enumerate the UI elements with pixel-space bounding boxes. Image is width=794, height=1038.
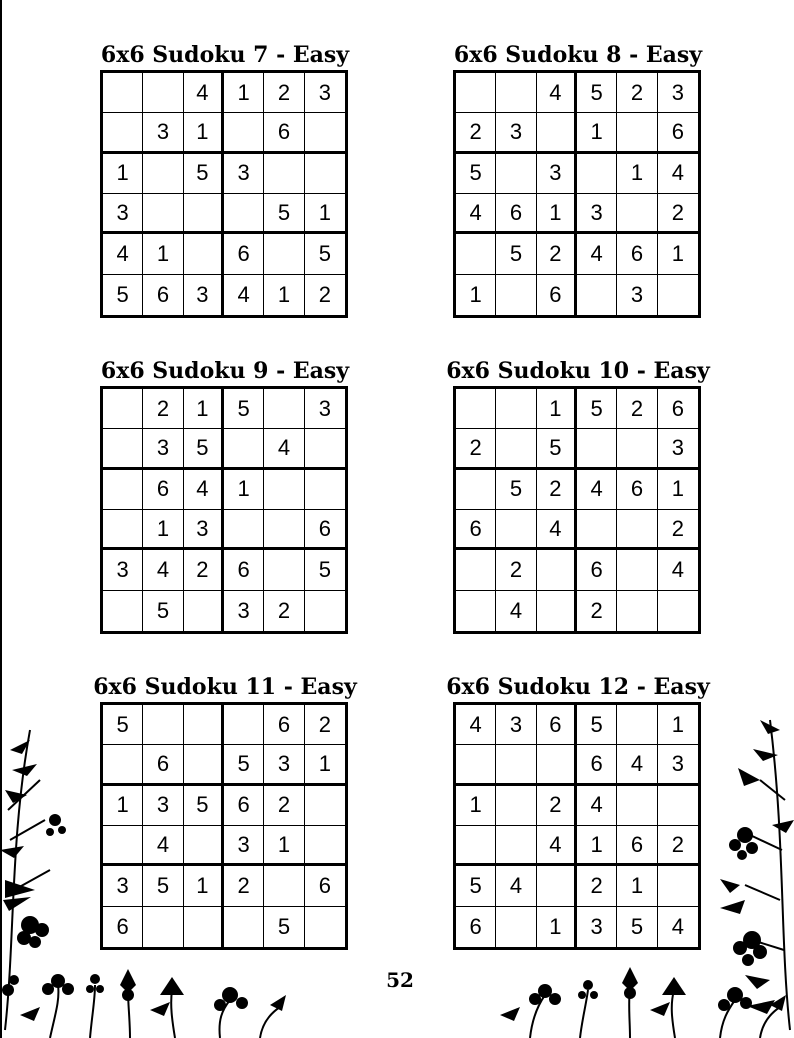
sudoku-cell bbox=[496, 389, 536, 429]
sudoku-cell: 1 bbox=[184, 866, 224, 906]
puzzle-title: 6x6 Sudoku 11 - Easy bbox=[93, 674, 357, 700]
sudoku-cell bbox=[143, 73, 183, 113]
sudoku-grid bbox=[100, 386, 348, 634]
sudoku-cell bbox=[537, 745, 577, 785]
sudoku-cell: 5 bbox=[103, 705, 143, 745]
sudoku-cell: 1 bbox=[617, 866, 657, 906]
sudoku-cell: 2 bbox=[143, 389, 183, 429]
sudoku-cell: 3 bbox=[184, 275, 224, 315]
puzzle-title: 6x6 Sudoku 8 - Easy bbox=[453, 42, 703, 68]
sudoku-cell: 1 bbox=[224, 470, 264, 510]
sudoku-cell: 1 bbox=[224, 73, 264, 113]
sudoku-cell: 3 bbox=[577, 194, 617, 234]
sudoku-cell bbox=[103, 745, 143, 785]
sudoku-cell bbox=[577, 510, 617, 550]
sudoku-cell bbox=[264, 389, 304, 429]
sudoku-cell: 5 bbox=[143, 591, 183, 631]
sudoku-cell: 1 bbox=[264, 826, 304, 866]
sudoku-cell bbox=[224, 907, 264, 947]
puzzle-title: 6x6 Sudoku 7 - Easy bbox=[100, 42, 350, 68]
sudoku-cell: 2 bbox=[184, 550, 224, 590]
sudoku-cell: 4 bbox=[537, 826, 577, 866]
sudoku-cell bbox=[184, 826, 224, 866]
sudoku-cell: 6 bbox=[264, 113, 304, 153]
sudoku-cell bbox=[224, 113, 264, 153]
sudoku-cell bbox=[184, 591, 224, 631]
sudoku-cell bbox=[184, 234, 224, 274]
sudoku-cell: 5 bbox=[264, 907, 304, 947]
sudoku-cell: 3 bbox=[658, 73, 698, 113]
sudoku-cell: 5 bbox=[184, 154, 224, 194]
sudoku-cell: 2 bbox=[658, 510, 698, 550]
sudoku-cell: 4 bbox=[143, 550, 183, 590]
sudoku-cell: 3 bbox=[496, 705, 536, 745]
sudoku-cell: 4 bbox=[264, 429, 304, 469]
sudoku-cell: 2 bbox=[264, 591, 304, 631]
sudoku-grid bbox=[453, 70, 701, 318]
sudoku-cell: 4 bbox=[658, 154, 698, 194]
sudoku-cell bbox=[617, 786, 657, 826]
sudoku-cell: 4 bbox=[537, 510, 577, 550]
sudoku-cell bbox=[184, 705, 224, 745]
sudoku-cell bbox=[496, 786, 536, 826]
sudoku-cell: 3 bbox=[305, 389, 345, 429]
sudoku-cell: 1 bbox=[658, 705, 698, 745]
sudoku-cell: 1 bbox=[617, 154, 657, 194]
sudoku-cell bbox=[305, 907, 345, 947]
sudoku-cell: 4 bbox=[184, 470, 224, 510]
sudoku-cell: 1 bbox=[184, 113, 224, 153]
sudoku-cell: 1 bbox=[537, 194, 577, 234]
sudoku-cell: 4 bbox=[496, 591, 536, 631]
sudoku-cell: 3 bbox=[143, 429, 183, 469]
sudoku-cell bbox=[143, 705, 183, 745]
sudoku-cell: 6 bbox=[103, 907, 143, 947]
sudoku-cell: 5 bbox=[224, 745, 264, 785]
sudoku-cell: 2 bbox=[658, 194, 698, 234]
sudoku-cell: 3 bbox=[143, 786, 183, 826]
sudoku-cell bbox=[658, 866, 698, 906]
sudoku-cell: 5 bbox=[577, 389, 617, 429]
sudoku-cell bbox=[496, 275, 536, 315]
sudoku-cell bbox=[537, 591, 577, 631]
sudoku-cell: 4 bbox=[184, 73, 224, 113]
sudoku-cell: 5 bbox=[264, 194, 304, 234]
sudoku-cell: 3 bbox=[224, 154, 264, 194]
sudoku-cell: 6 bbox=[617, 470, 657, 510]
sudoku-cell: 5 bbox=[577, 705, 617, 745]
sudoku-cell bbox=[305, 470, 345, 510]
sudoku-cell bbox=[456, 550, 496, 590]
sudoku-grid bbox=[100, 70, 348, 318]
sudoku-cell: 1 bbox=[658, 234, 698, 274]
sudoku-cell bbox=[496, 154, 536, 194]
page-number: 52 bbox=[386, 968, 414, 992]
sudoku-cell: 3 bbox=[496, 113, 536, 153]
sudoku-cell bbox=[577, 275, 617, 315]
sudoku-cell: 4 bbox=[456, 194, 496, 234]
sudoku-cell: 2 bbox=[318, 281, 331, 307]
sudoku-cell bbox=[496, 907, 536, 947]
sudoku-cell: 5 bbox=[103, 275, 143, 315]
sudoku-cell: 4 bbox=[224, 275, 264, 315]
sudoku-cell: 4 bbox=[658, 550, 698, 590]
sudoku-cell: 1 bbox=[537, 907, 577, 947]
sudoku-cell: 6 bbox=[456, 510, 496, 550]
sudoku-cell bbox=[537, 550, 577, 590]
sudoku-cell bbox=[305, 429, 345, 469]
sudoku-cell: 1 bbox=[577, 113, 617, 153]
sudoku-cell: 2 bbox=[658, 826, 698, 866]
sudoku-cell: 6 bbox=[537, 275, 577, 315]
sudoku-cell: 1 bbox=[305, 745, 345, 785]
sudoku-cell: 1 bbox=[658, 470, 698, 510]
sudoku-cell bbox=[456, 470, 496, 510]
sudoku-cell bbox=[143, 907, 183, 947]
sudoku-cell: 5 bbox=[577, 73, 617, 113]
sudoku-cell: 4 bbox=[103, 234, 143, 274]
sudoku-cell: 6 bbox=[224, 234, 264, 274]
sudoku-cell bbox=[537, 866, 577, 906]
sudoku-cell bbox=[264, 234, 304, 274]
sudoku-cell: 3 bbox=[103, 866, 143, 906]
sudoku-cell: 3 bbox=[658, 745, 698, 785]
sudoku-cell: 5 bbox=[184, 786, 224, 826]
sudoku-cell: 4 bbox=[143, 826, 183, 866]
sudoku-cell: 5 bbox=[305, 550, 345, 590]
sudoku-cell bbox=[456, 826, 496, 866]
sudoku-cell bbox=[456, 73, 496, 113]
sudoku-cell bbox=[305, 154, 345, 194]
puzzle-title: 6x6 Sudoku 9 - Easy bbox=[100, 358, 350, 384]
sudoku-cell: 2 bbox=[305, 705, 345, 745]
sudoku-cell: 1 bbox=[103, 154, 143, 194]
sudoku-cell bbox=[103, 113, 143, 153]
sudoku-cell: 5 bbox=[456, 154, 496, 194]
sudoku-cell: 2 bbox=[617, 73, 657, 113]
sudoku-cell: 1 bbox=[456, 275, 496, 315]
sudoku-cell bbox=[456, 745, 496, 785]
puzzle-title: 6x6 Sudoku 12 - Easy bbox=[446, 674, 710, 700]
sudoku-cell bbox=[264, 866, 304, 906]
sudoku-cell bbox=[264, 154, 304, 194]
sudoku-cell bbox=[103, 591, 143, 631]
sudoku-cell: 3 bbox=[184, 510, 224, 550]
sudoku-cell: 3 bbox=[224, 826, 264, 866]
sudoku-cell: 2 bbox=[577, 591, 617, 631]
sudoku-cell bbox=[305, 786, 345, 826]
sudoku-cell: 6 bbox=[577, 745, 617, 785]
sudoku-cell: 6 bbox=[577, 550, 617, 590]
sudoku-cell: 6 bbox=[617, 234, 657, 274]
sudoku-cell: 1 bbox=[456, 786, 496, 826]
sudoku-cell: 6 bbox=[496, 194, 536, 234]
sudoku-cell bbox=[103, 73, 143, 113]
sudoku-cell bbox=[103, 429, 143, 469]
sudoku-cell: 5 bbox=[496, 470, 536, 510]
sudoku-cell bbox=[617, 550, 657, 590]
sudoku-cell bbox=[264, 510, 304, 550]
sudoku-cell: 5 bbox=[456, 866, 496, 906]
sudoku-cell: 6 bbox=[224, 786, 264, 826]
sudoku-cell: 6 bbox=[658, 389, 698, 429]
sudoku-cell: 3 bbox=[658, 429, 698, 469]
sudoku-cell: 4 bbox=[577, 470, 617, 510]
sudoku-cell bbox=[143, 154, 183, 194]
sudoku-cell bbox=[264, 470, 304, 510]
sudoku-cell: 2 bbox=[456, 113, 496, 153]
sudoku-cell bbox=[456, 389, 496, 429]
sudoku-cell: 3 bbox=[577, 907, 617, 947]
sudoku-cell: 4 bbox=[496, 866, 536, 906]
sudoku-cell: 1 bbox=[305, 194, 345, 234]
sudoku-grid bbox=[453, 702, 701, 950]
sudoku-cell bbox=[305, 591, 345, 631]
sudoku-cell: 5 bbox=[143, 866, 183, 906]
sudoku-cell bbox=[496, 745, 536, 785]
sudoku-cell: 2 bbox=[577, 866, 617, 906]
sudoku-cell: 6 bbox=[658, 113, 698, 153]
sudoku-cell bbox=[617, 705, 657, 745]
sudoku-cell: 6 bbox=[264, 705, 304, 745]
sudoku-cell: 6 bbox=[456, 907, 496, 947]
sudoku-grid bbox=[100, 702, 348, 950]
sudoku-cell bbox=[224, 705, 264, 745]
sudoku-cell bbox=[143, 194, 183, 234]
sudoku-cell: 4 bbox=[456, 705, 496, 745]
sudoku-cell bbox=[305, 113, 345, 153]
sudoku-cell: 5 bbox=[617, 907, 657, 947]
sudoku-cell: 2 bbox=[537, 786, 577, 826]
floral-decoration-bottom-left bbox=[0, 965, 300, 1038]
sudoku-cell: 6 bbox=[305, 866, 345, 906]
floral-decoration-bottom-right bbox=[490, 965, 794, 1038]
sudoku-cell bbox=[103, 470, 143, 510]
sudoku-cell bbox=[305, 826, 345, 866]
sudoku-grid bbox=[453, 386, 701, 634]
sudoku-cell bbox=[264, 550, 304, 590]
sudoku-cell bbox=[184, 745, 224, 785]
sudoku-cell: 1 bbox=[184, 389, 224, 429]
sudoku-cell: 5 bbox=[305, 234, 345, 274]
sudoku-cell bbox=[224, 510, 264, 550]
sudoku-cell: 3 bbox=[103, 194, 143, 234]
sudoku-cell bbox=[496, 826, 536, 866]
sudoku-cell: 6 bbox=[305, 510, 345, 550]
sudoku-cell: 3 bbox=[224, 591, 264, 631]
sudoku-cell: 5 bbox=[224, 389, 264, 429]
sudoku-cell bbox=[496, 73, 536, 113]
sudoku-cell: 6 bbox=[143, 745, 183, 785]
sudoku-cell: 6 bbox=[143, 275, 183, 315]
sudoku-cell bbox=[184, 194, 224, 234]
sudoku-cell: 2 bbox=[224, 866, 264, 906]
sudoku-cell: 3 bbox=[143, 113, 183, 153]
sudoku-cell: 4 bbox=[537, 73, 577, 113]
sudoku-cell: 4 bbox=[617, 745, 657, 785]
sudoku-cell: 6 bbox=[224, 550, 264, 590]
sudoku-cell bbox=[658, 275, 698, 315]
sudoku-cell bbox=[537, 113, 577, 153]
sudoku-cell: 6 bbox=[617, 826, 657, 866]
sudoku-cell: 4 bbox=[577, 234, 617, 274]
sudoku-cell bbox=[103, 389, 143, 429]
sudoku-cell: 1 bbox=[143, 234, 183, 274]
sudoku-cell bbox=[496, 429, 536, 469]
sudoku-cell bbox=[184, 907, 224, 947]
sudoku-cell: 2 bbox=[264, 73, 304, 113]
sudoku-cell bbox=[456, 234, 496, 274]
sudoku-cell bbox=[617, 194, 657, 234]
sudoku-cell: 1 bbox=[577, 826, 617, 866]
sudoku-cell bbox=[224, 194, 264, 234]
sudoku-cell bbox=[617, 510, 657, 550]
sudoku-cell bbox=[577, 429, 617, 469]
sudoku-cell bbox=[658, 786, 698, 826]
sudoku-cell: 1 bbox=[537, 389, 577, 429]
sudoku-cell: 5 bbox=[496, 234, 536, 274]
sudoku-cell: 2 bbox=[456, 429, 496, 469]
sudoku-cell bbox=[617, 591, 657, 631]
sudoku-cell bbox=[577, 154, 617, 194]
sudoku-cell: 2 bbox=[617, 389, 657, 429]
sudoku-cell bbox=[456, 591, 496, 631]
sudoku-cell: 2 bbox=[537, 470, 577, 510]
sudoku-cell: 6 bbox=[537, 705, 577, 745]
sudoku-cell: 1 bbox=[264, 275, 304, 315]
sudoku-cell: 1 bbox=[143, 510, 183, 550]
puzzle-title: 6x6 Sudoku 10 - Easy bbox=[446, 358, 710, 384]
sudoku-cell bbox=[103, 826, 143, 866]
sudoku-cell bbox=[617, 113, 657, 153]
sudoku-cell: 2 bbox=[496, 550, 536, 590]
sudoku-cell: 1 bbox=[103, 786, 143, 826]
sudoku-cell: 3 bbox=[305, 73, 345, 113]
sudoku-cell bbox=[103, 510, 143, 550]
sudoku-cell: 3 bbox=[617, 275, 657, 315]
sudoku-cell: 5 bbox=[184, 429, 224, 469]
sudoku-cell: 4 bbox=[671, 913, 684, 939]
sudoku-cell: 6 bbox=[143, 470, 183, 510]
sudoku-cell: 3 bbox=[103, 550, 143, 590]
sudoku-cell bbox=[496, 510, 536, 550]
sudoku-cell: 2 bbox=[537, 234, 577, 274]
sudoku-cell bbox=[658, 591, 698, 631]
sudoku-cell: 5 bbox=[537, 429, 577, 469]
sudoku-cell bbox=[617, 429, 657, 469]
sudoku-cell: 4 bbox=[577, 786, 617, 826]
sudoku-cell: 3 bbox=[264, 745, 304, 785]
sudoku-cell: 2 bbox=[264, 786, 304, 826]
sudoku-cell bbox=[224, 429, 264, 469]
sudoku-cell: 3 bbox=[537, 154, 577, 194]
